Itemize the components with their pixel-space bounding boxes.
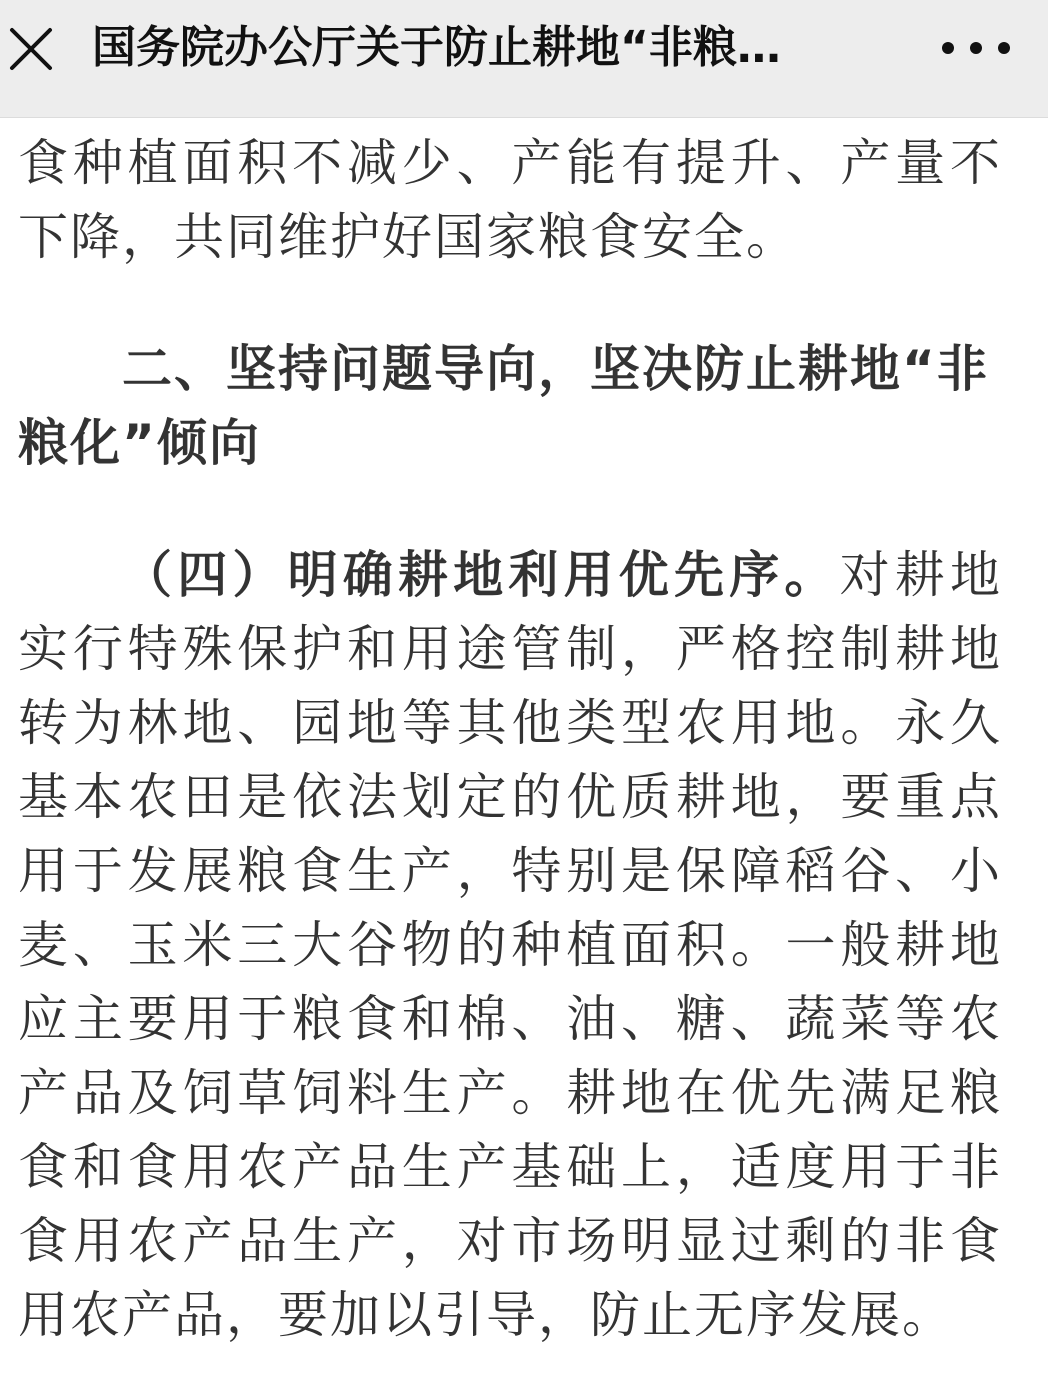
close-icon bbox=[6, 20, 56, 76]
page-title: 国务院办公厅关于防止耕地“非粮… bbox=[92, 22, 781, 73]
article-content bbox=[18, 118, 1002, 1352]
navigation-bar bbox=[0, 0, 1048, 118]
section-title: （四）明确耕地利用优先序。 bbox=[122, 546, 840, 604]
intro-paragraph: 食种植面积不减少、产能有提升、产量不下降，共同维护好国家粮食安全。 bbox=[18, 134, 1002, 266]
section-body: 对耕地实行特殊保护和用途管制，严格控制耕地转为林地、园地等其他类型农用地。永久基本农田是依法划定的优质耕地，要重点用于发展粮食生产，特别是保障稻谷、小麦、玉米三大谷物的种植面积。一般耕地应主要用于粮食和棉、油、糖、蔬菜等农产品及饲草饲料生产。耕地在优先满足粮食和食用农产品生产基础上，适度用于非食用农产品生产，对市场明显过剩的非食用农产品，要加以引导，防止无序发展。 bbox=[18, 546, 1003, 1344]
more-button[interactable] bbox=[930, 20, 1022, 76]
close-button[interactable] bbox=[6, 20, 56, 76]
section-paragraph bbox=[18, 538, 1002, 1352]
more-icon bbox=[930, 20, 1022, 76]
section-heading: 二、坚持问题导向，坚决防止耕地“非粮化”倾向 bbox=[18, 340, 989, 472]
